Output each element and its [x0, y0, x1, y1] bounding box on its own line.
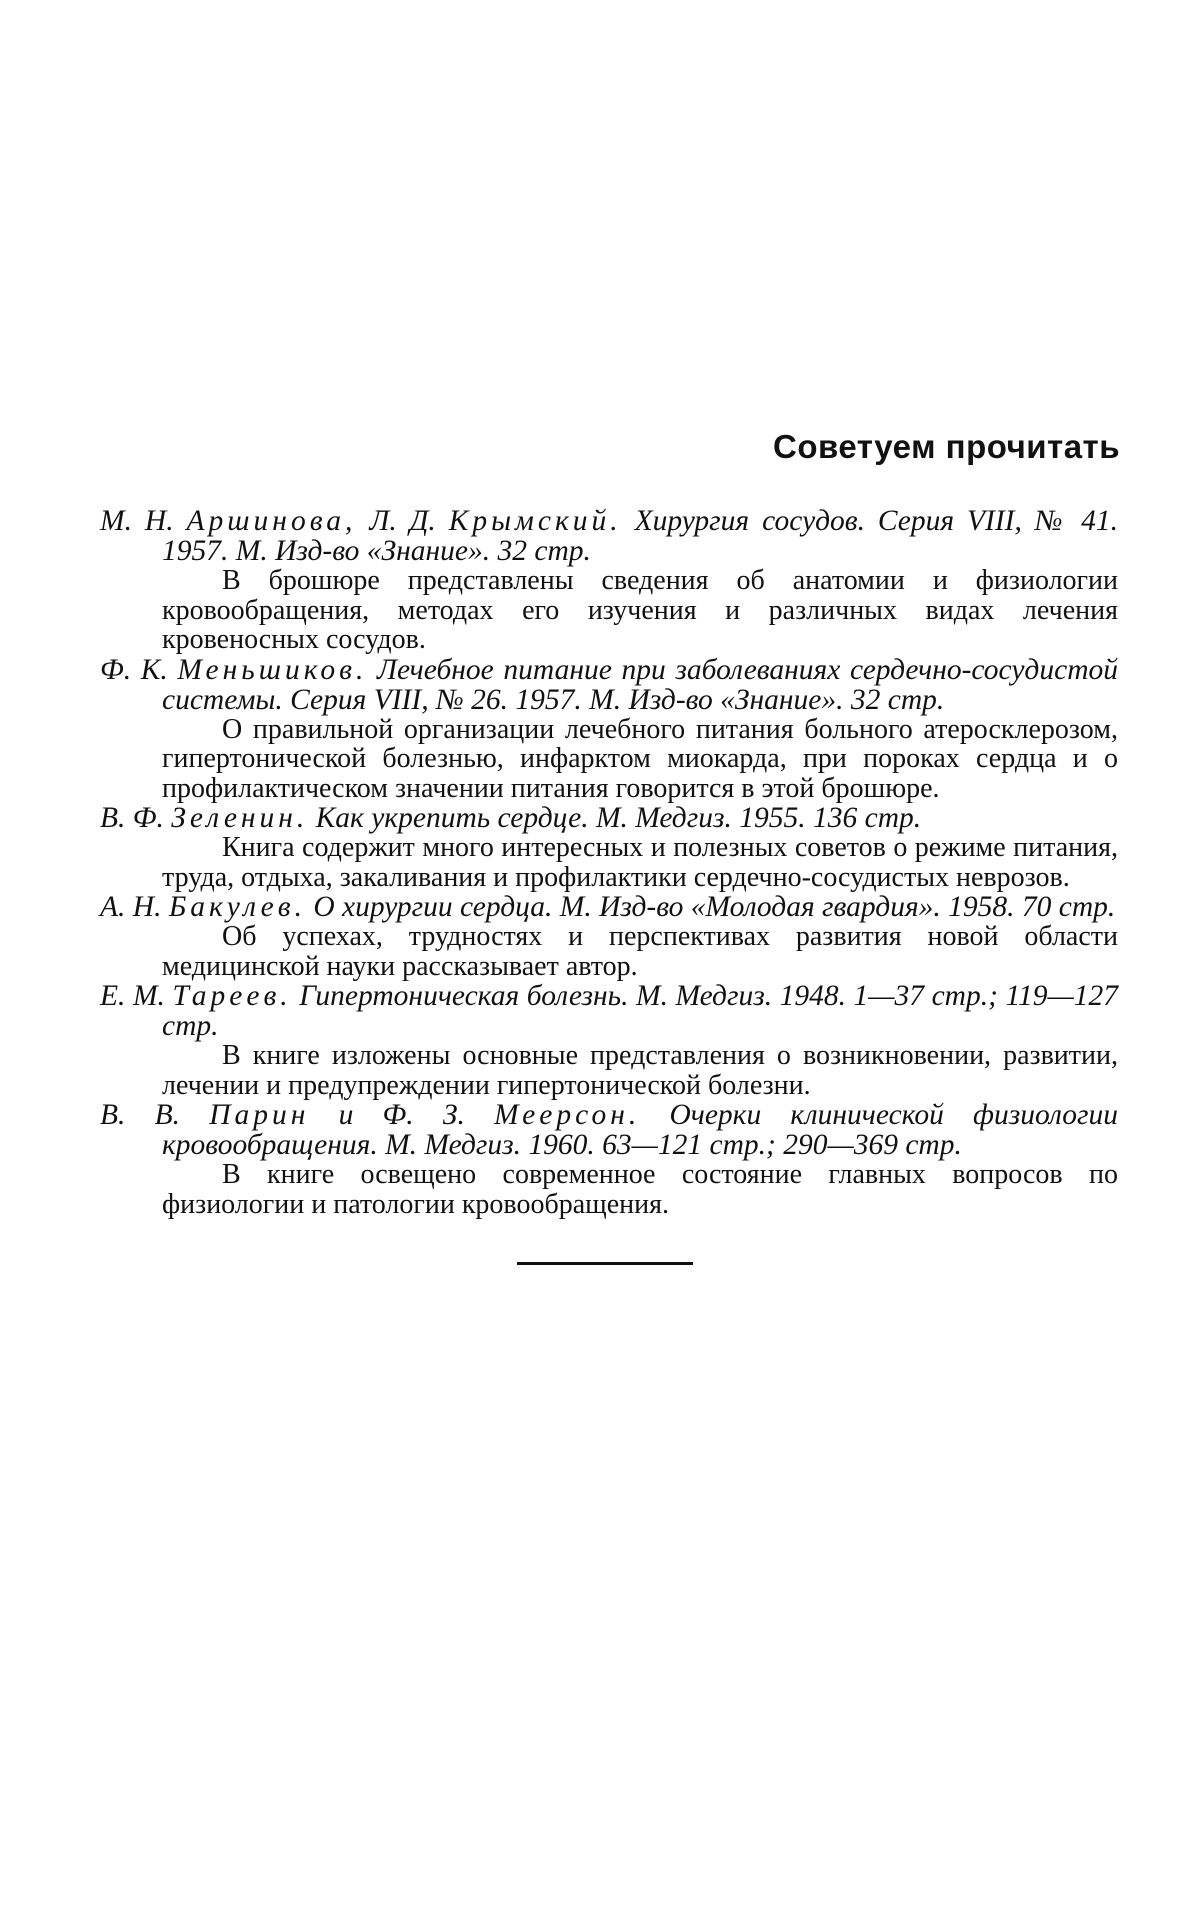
book-page	[0, 0, 1200, 1929]
reference	[100, 981, 1118, 1041]
annotation: В брошюре представлены сведения об анатомии и физиологии кровообращения, методах его изучения и различных видах лечения кровеносных сосудов.	[100, 566, 1118, 655]
annotation: Книга содержит много интересных и полезных советов о режиме питания, труда, отдыха, закаливания и профилактики сердечно-сосудистых неврозов.	[100, 833, 1118, 892]
annotation: Об успехах, трудностях и перспективах развития новой области медицинской науки рассказывает автор.	[100, 922, 1118, 981]
reference	[100, 803, 1118, 833]
author-name: Аршинова,	[187, 505, 357, 537]
author-initials: В. В.	[100, 1099, 180, 1131]
list-item	[100, 506, 1118, 655]
reading-list	[100, 506, 1118, 1219]
author-name: Меньшиков.	[177, 654, 367, 686]
author-initials: В. Ф.	[100, 802, 164, 834]
list-item	[100, 655, 1118, 804]
coauthor-name: Крымский.	[449, 505, 622, 537]
reference	[100, 506, 1118, 566]
author-name: Парин	[209, 1099, 309, 1131]
divider-rule	[517, 1262, 693, 1265]
author-name: Бакулев.	[169, 891, 306, 923]
book-title: Как укрепить сердце. М. Медгиз. 1955. 136 стр.	[308, 802, 921, 834]
coauthor-name: Меерсон.	[494, 1099, 640, 1131]
annotation: В книге освещено современное состояние главных вопросов по физиологии и патологии кровообращения.	[100, 1160, 1118, 1219]
book-title: Лечебное питание при заболеваниях сердечно-сосудистой системы. Серия VIII, № 26. 1957. М. Изд-во «Знание». 32 стр.	[162, 654, 1118, 716]
book-title: О хирургии сердца. М. Изд-во «Молодая гвардия». 1958. 70 стр.	[306, 891, 1115, 923]
author-name: Зеленин.	[171, 802, 308, 834]
list-item	[100, 981, 1118, 1100]
annotation: О правильной организации лечебного питания больного атеросклерозом, гипертонической болезнью, инфарктом миокарда, при пороках сердца и о профилактическом значении питания говорится в этой брошюре.	[100, 715, 1118, 804]
annotation: В книге изложены основные представления о возникновении, развитии, лечении и предупреждении гипертонической болезни.	[100, 1041, 1118, 1100]
reference	[100, 892, 1118, 922]
author-initials: Е. М.	[100, 980, 165, 1012]
list-item	[100, 1100, 1118, 1219]
coauthor-initials: и Ф. З.	[309, 1099, 494, 1131]
list-item	[100, 892, 1118, 981]
author-initials: М. Н.	[100, 505, 174, 537]
list-item	[100, 803, 1118, 892]
book-title: Гипертоническая болезнь. М. Медгиз. 1948. 1—37 стр.; 119—127 стр.	[162, 980, 1118, 1042]
book-title: Хирургия сосудов. Серия VIII, № 41. 1957. М. Изд-во «Знание». 32 стр.	[162, 505, 1118, 567]
reference	[100, 655, 1118, 715]
coauthor-initials: Л. Д.	[356, 505, 448, 537]
reference	[100, 1100, 1118, 1160]
author-name: Тареев.	[172, 980, 291, 1012]
section-heading: Советуем прочитать	[773, 428, 1120, 466]
author-initials: А. Н.	[100, 891, 161, 923]
book-title: Очерки клинической физиологии кровообращения. М. Медгиз. 1960. 63—121 стр.; 290—369 стр.	[162, 1099, 1118, 1161]
author-initials: Ф. К.	[100, 654, 168, 686]
